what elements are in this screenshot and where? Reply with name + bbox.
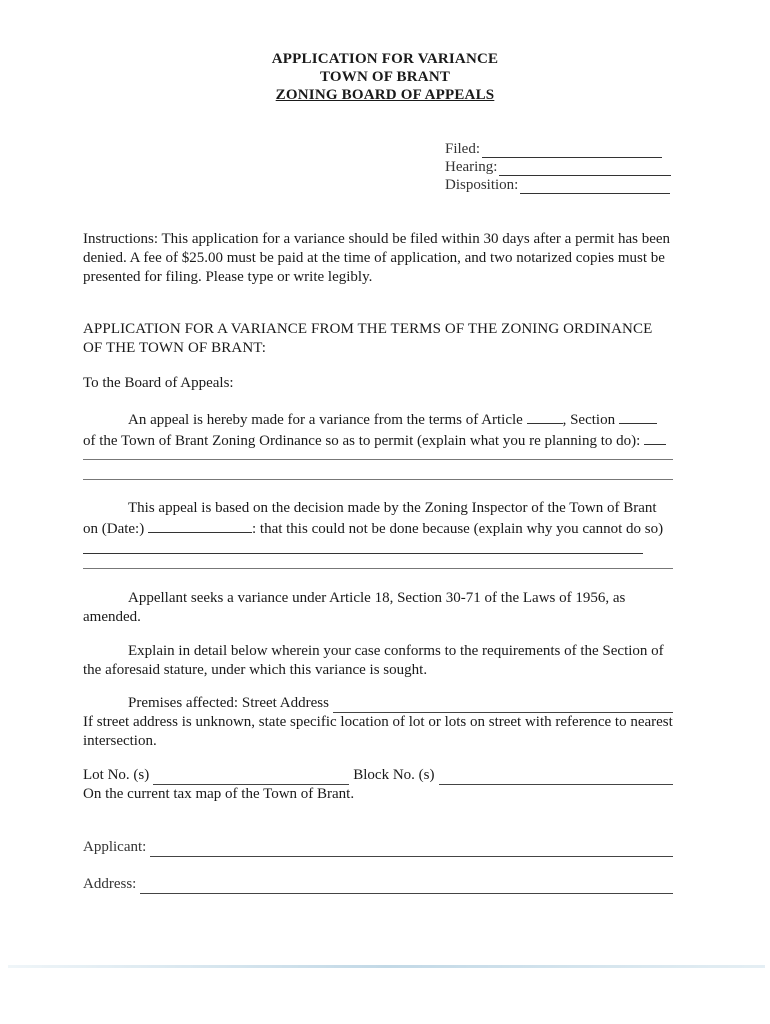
article-field[interactable] (527, 409, 563, 424)
disposition-field[interactable] (520, 179, 670, 194)
board-name: ZONING BOARD OF APPEALS (275, 87, 495, 103)
salutation: To the Board of Appeals: (83, 375, 234, 391)
instructions-text: Instructions: This application for a variance should be filed within 30 days after a permit has been denied. A fee of $25.00 must be paid at the time of application, and two notarized copies must be presented for filing. Please type or write legibly. (83, 231, 671, 285)
appellant-paragraph: Appellant seeks a variance under Article 18, Section 30-71 of the Laws of 1956, as amended. (83, 590, 626, 625)
hearing-label: Hearing: (445, 159, 498, 175)
decision-text-1: This appeal is based on the decision made by the Zoning Inspector of the Town of Brant on (Date:) (83, 500, 657, 537)
town-name: TOWN OF BRANT (319, 69, 451, 85)
address-label: Address: (83, 876, 137, 892)
reason-field[interactable] (83, 539, 643, 554)
hearing-field[interactable] (499, 161, 671, 176)
office-use-block (445, 140, 671, 194)
permit-explain-line-2[interactable] (83, 479, 673, 480)
disposition-label: Disposition: (445, 177, 519, 193)
filed-field[interactable] (482, 143, 662, 158)
address-field[interactable] (140, 879, 673, 894)
permit-explain-line-1[interactable] (83, 459, 673, 460)
appeal-text-1: An appeal is hereby made for a variance from the terms of Article (128, 412, 523, 428)
address-row (83, 875, 673, 894)
appeal-text-3: of the Town of Brant Zoning Ordinance so as to permit (explain what you re planning to do): (83, 433, 641, 449)
reason-line-2[interactable] (83, 568, 673, 569)
premises-row (128, 694, 673, 713)
street-address-field[interactable] (333, 698, 673, 713)
applicant-label: Applicant: (83, 839, 147, 855)
decision-date-field[interactable] (148, 518, 252, 533)
scan-edge-line (8, 965, 765, 968)
lot-label: Lot No. (s) (83, 767, 150, 783)
block-field[interactable] (439, 770, 674, 785)
decision-paragraph (83, 499, 673, 560)
applicant-row (83, 838, 673, 857)
lot-field[interactable] (153, 770, 349, 785)
document-header (0, 50, 770, 104)
applicant-field[interactable] (150, 842, 673, 857)
application-heading: APPLICATION FOR A VARIANCE FROM THE TERMS OF THE ZONING ORDINANCE OF THE TOWN OF BRANT: (83, 321, 653, 356)
explain-paragraph: Explain in detail below wherein your case conforms to the requirements of the Section of the aforesaid stature, under which this variance is sought. (83, 643, 664, 678)
permit-explain-field[interactable] (644, 430, 666, 445)
premises-label: Premises affected: Street Address (128, 695, 329, 711)
tax-map-note: On the current tax map of the Town of Brant. (83, 786, 355, 802)
section-field[interactable] (619, 409, 657, 424)
lot-block-row (83, 766, 673, 785)
decision-text-2: : that this could not be done because (explain why you cannot do so) (251, 521, 664, 537)
document-title: APPLICATION FOR VARIANCE (271, 51, 499, 67)
block-label: Block No. (s) (353, 767, 435, 783)
filed-label: Filed: (445, 141, 481, 157)
appeal-text-2: , Section (562, 412, 616, 428)
premises-note: If street address is unknown, state specific location of lot or lots on street with reference to nearest intersection. (83, 714, 673, 749)
appeal-paragraph (83, 409, 673, 451)
